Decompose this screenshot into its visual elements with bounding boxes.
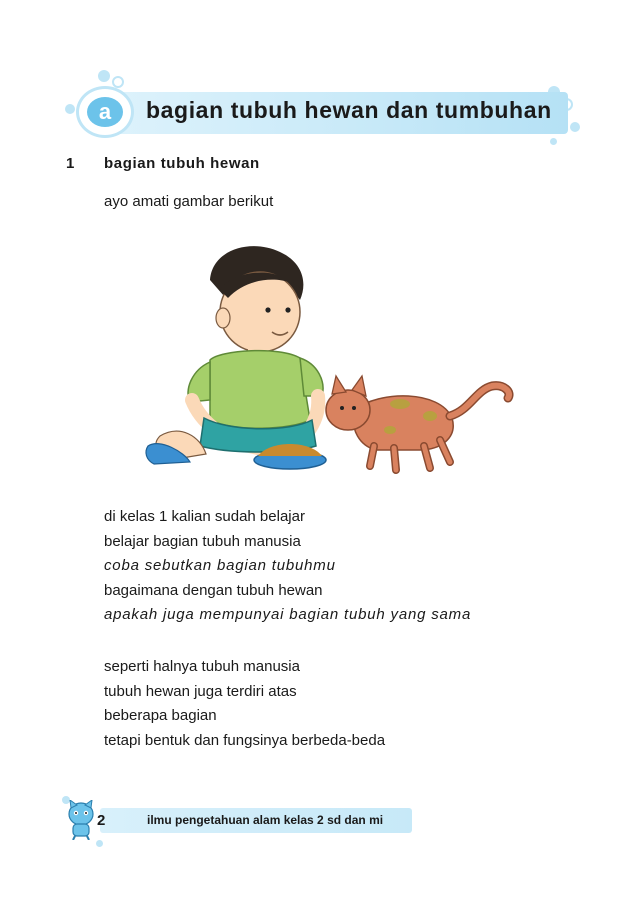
text-line: tetapi bentuk dan fungsinya berbeda-beda (104, 731, 386, 749)
intro-text: ayo amati gambar berikut (104, 193, 274, 210)
page-number: 2 (97, 812, 106, 829)
chapter-title: bagian tubuh hewan dan tumbuhan (146, 97, 552, 123)
decor-bubble (112, 76, 124, 88)
text-line: di kelas 1 kalian sudah belajar (104, 508, 305, 525)
text-line: beberapa bagian (104, 707, 217, 724)
text-line: seperti halnya tubuh manusia (104, 658, 300, 675)
chapter-badge (76, 86, 134, 138)
decor-bubble (96, 840, 103, 847)
paragraph-1 (104, 505, 584, 628)
decor-bubble (65, 104, 75, 114)
decor-bubble (570, 122, 580, 132)
section-number: 1 (66, 155, 75, 172)
section-title: bagian tubuh hewan (104, 155, 260, 172)
text-line: tubuh hewan juga terdiri atas (104, 682, 297, 700)
decor-bubble (550, 138, 557, 145)
chapter-letter: a (87, 97, 123, 127)
question-line: apakah juga mempunyai bagian tubuh yang sama (104, 606, 472, 623)
question-line: coba sebutkan bagian tubuhmu (104, 557, 336, 574)
text-line: belajar bagian tubuh manusia (104, 532, 301, 550)
text-line: bagaimana dengan tubuh hewan (104, 581, 323, 599)
decor-bubble (98, 70, 110, 82)
mascot-icon (64, 800, 98, 840)
boy-feeding-cat-illustration (140, 240, 520, 490)
paragraph-2 (104, 655, 584, 753)
book-title: ilmu pengetahuan alam kelas 2 sd dan mi (147, 813, 384, 827)
